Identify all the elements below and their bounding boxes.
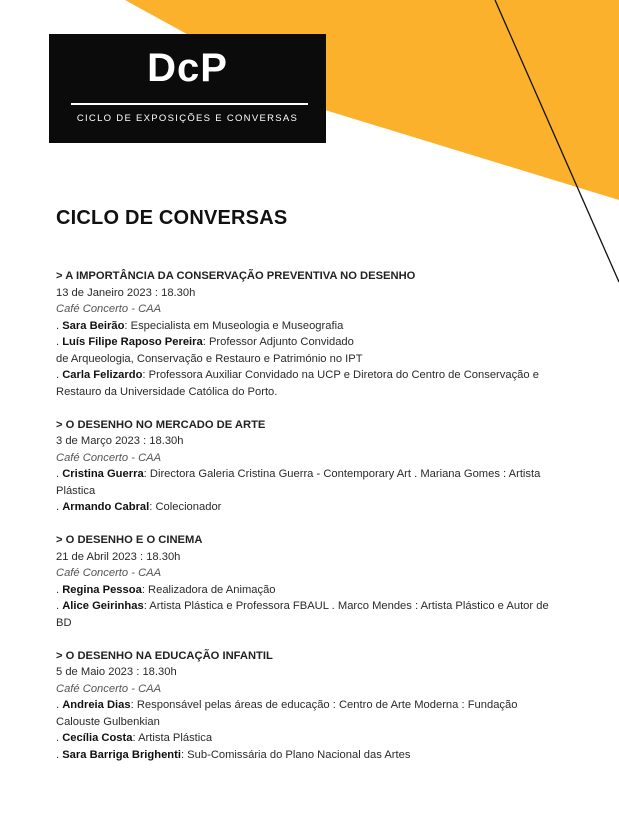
page-heading: CICLO DE CONVERSAS xyxy=(56,207,288,229)
speaker-bullet: . xyxy=(56,732,63,744)
program-list xyxy=(56,268,556,780)
speaker-line xyxy=(56,466,556,499)
logo-subtitle: CICLO DE EXPOSIÇÕES E CONVERSAS xyxy=(76,113,299,124)
session-block xyxy=(56,268,556,400)
speaker-bullet: . xyxy=(56,600,63,612)
speaker-name: Luís Filipe Raposo Pereira xyxy=(62,336,203,348)
speaker-bullet: . xyxy=(56,468,63,480)
speaker-line xyxy=(56,367,556,400)
logo-divider xyxy=(71,103,308,105)
speaker-bullet: . xyxy=(56,748,63,761)
speaker-line xyxy=(56,318,556,335)
logo-block xyxy=(49,34,326,143)
speaker-bullet: . xyxy=(56,319,63,332)
speaker-description: : Artista Plástica xyxy=(132,732,213,744)
session-venue: Café Concerto - CAA xyxy=(56,682,162,695)
logo-title: DcP xyxy=(147,46,228,90)
speaker-line xyxy=(56,351,556,368)
session-title: > O DESENHO E O CINEMA xyxy=(56,534,203,546)
speaker-description: : Professor Adjunto Convidado xyxy=(202,336,354,348)
speaker-description: : Artista Plástica e Professora FBAUL . Marco Mendes : Artista Plástico e Autor de BD xyxy=(56,600,549,629)
speaker-description: : Sub-Comissária do Plano Nacional das Artes xyxy=(180,748,411,761)
speaker-name: Andreia Dias xyxy=(62,699,131,711)
speaker-bullet: . xyxy=(56,369,63,381)
speaker-line xyxy=(56,730,556,747)
session-block xyxy=(56,417,556,516)
speaker-name: Armando Cabral xyxy=(62,501,150,513)
session-title: > O DESENHO NO MERCADO DE ARTE xyxy=(56,418,266,431)
speaker-description: : Responsável pelas áreas de educação : Centro de Arte Moderna : Fundação Calouste Gulbenkian xyxy=(56,699,518,728)
session-title: > O DESENHO NA EDUCAÇÃO INFANTIL xyxy=(56,649,273,662)
speaker-description: : Especialista em Museologia e Museografia xyxy=(124,319,344,332)
session-venue: Café Concerto - CAA xyxy=(56,567,162,579)
speaker-name: Carla Felizardo xyxy=(62,369,143,381)
speaker-name: Regina Pessoa xyxy=(62,583,142,596)
speaker-description: : Directora Galeria Cristina Guerra - Contemporary Art . Mariana Gomes : Artista Plástica xyxy=(56,468,541,497)
speaker-line xyxy=(56,499,556,516)
speaker-name: Sara Beirão xyxy=(62,319,125,332)
session-block xyxy=(56,532,556,631)
speaker-description: : Colecionador xyxy=(149,501,222,513)
speaker-description: : Realizadora de Animação xyxy=(141,583,276,596)
session-block xyxy=(56,648,556,764)
session-venue: Café Concerto - CAA xyxy=(56,303,162,315)
speaker-line xyxy=(56,598,556,631)
session-date: 3 de Março 2023 : 18.30h xyxy=(56,435,184,447)
speaker-name: Cecília Costa xyxy=(62,732,133,744)
speaker-line xyxy=(56,747,556,764)
session-venue: Café Concerto - CAA xyxy=(56,451,162,464)
session-title: > A IMPORTÂNCIA DA CONSERVAÇÃO PREVENTIVA NO DESENHO xyxy=(56,270,416,282)
session-date: 13 de Janeiro 2023 : 18.30h xyxy=(56,286,196,299)
speaker-description: : Professora Auxiliar Convidado na UCP e Diretora do Centro de Conservação e Restauro da Universidade Católica do Porto. xyxy=(56,369,539,398)
speaker-line xyxy=(56,334,556,351)
speaker-bullet: . xyxy=(56,501,63,513)
speaker-name: Sara Barriga Brighenti xyxy=(62,748,181,761)
speaker-bullet: . xyxy=(56,699,63,711)
speaker-bullet: . xyxy=(56,583,63,596)
session-date: 21 de Abril 2023 : 18.30h xyxy=(56,550,181,563)
speaker-name: Alice Geirinhas xyxy=(62,600,144,612)
speaker-description: de Arqueologia, Conservação e Restauro e Património no IPT xyxy=(56,352,363,365)
speaker-line xyxy=(56,697,556,730)
session-date: 5 de Maio 2023 : 18.30h xyxy=(56,666,177,678)
speaker-bullet: . xyxy=(56,336,63,348)
speaker-name: Cristina Guerra xyxy=(62,468,144,480)
speaker-line xyxy=(56,582,556,599)
